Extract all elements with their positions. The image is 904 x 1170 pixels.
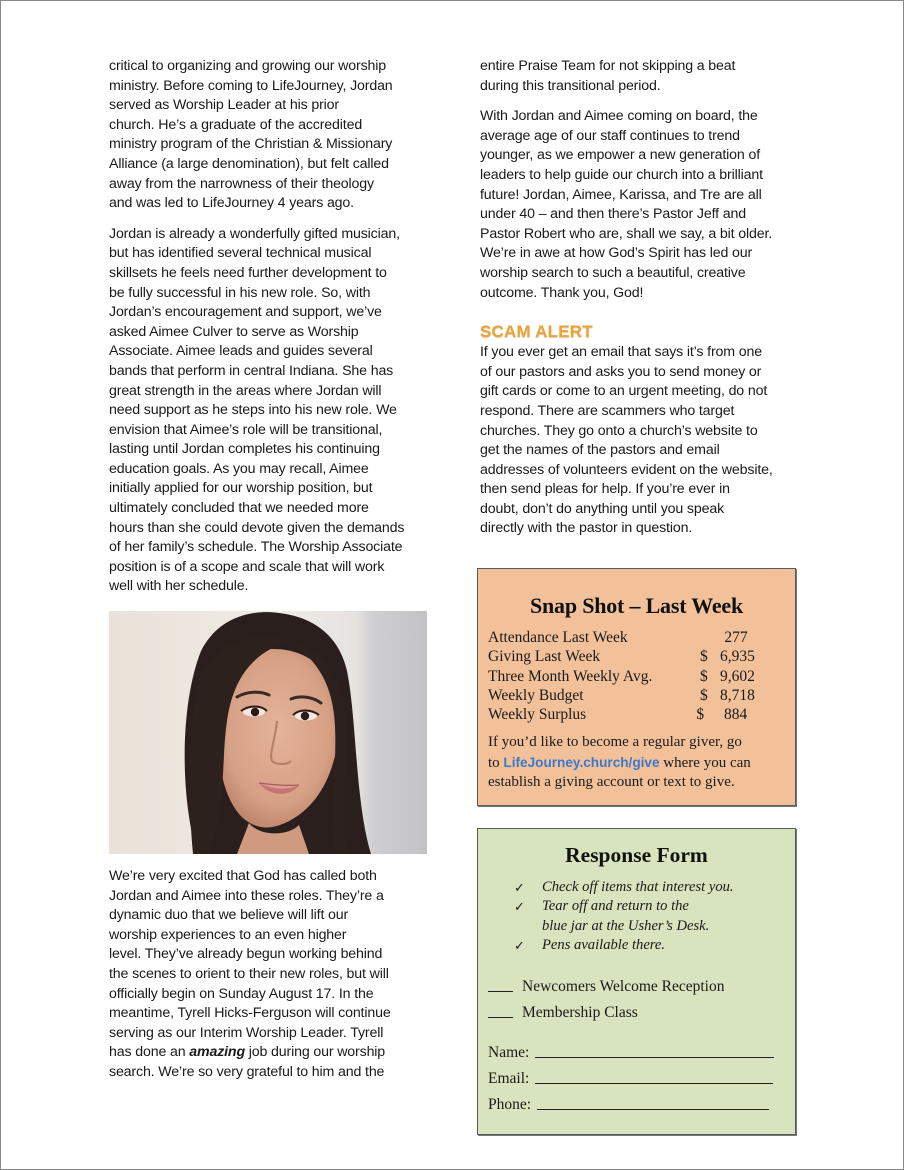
paragraph-scam-alert bbox=[480, 343, 805, 539]
stat-row-giving bbox=[488, 647, 778, 666]
phone-field[interactable] bbox=[488, 1094, 788, 1120]
text-line: critical to organizing and growing our worship bbox=[109, 58, 386, 74]
text-line: during this transitional period. bbox=[480, 77, 661, 94]
text-line: respond. There are scammers who target bbox=[480, 402, 735, 419]
give-link[interactable]: LifeJourney.church/give bbox=[503, 754, 660, 770]
scam-alert-heading: SCAM ALERT bbox=[480, 322, 593, 342]
text-line: future! Jordan, Aimee, Karissa, and Tre are all bbox=[480, 186, 762, 203]
text-line: the scenes to orient to their new roles, but will bbox=[109, 965, 389, 982]
text-line: lasting until Jordan completes his continuing bbox=[109, 441, 380, 458]
text-line: churches. They go onto a church’s website to bbox=[480, 422, 758, 439]
name-input-line[interactable] bbox=[535, 1042, 774, 1058]
text-line: away from the narrowness of their theology bbox=[109, 175, 374, 192]
stat-row-three-month-avg bbox=[488, 667, 778, 686]
text-line: doubt, don’t do anything until you speak bbox=[480, 500, 725, 517]
text-line: Jordan’s encouragement and support, we’ve bbox=[109, 304, 382, 321]
stat-currency: $ bbox=[700, 667, 708, 685]
paragraph-jordan-background bbox=[109, 57, 429, 214]
text-line: get the names of the pastors and email bbox=[480, 442, 720, 459]
text-line: Check off items that interest you. bbox=[542, 879, 734, 895]
text-line: Jordan and Aimee into these roles. They’re a bbox=[109, 887, 384, 904]
option-newcomers-reception[interactable] bbox=[488, 976, 724, 1002]
portrait-image-icon bbox=[109, 611, 427, 854]
response-form-title: Response Form bbox=[565, 843, 708, 867]
text-line: initially applied for our worship position, but bbox=[109, 480, 373, 497]
text-line: worship experiences to an even higher bbox=[109, 926, 347, 943]
response-form-box bbox=[477, 828, 796, 1135]
text-line: With Jordan and Aimee coming on board, the bbox=[480, 108, 758, 125]
snapshot-stats-table bbox=[488, 628, 778, 724]
stat-row-attendance bbox=[488, 628, 778, 647]
text-line: bands that perform in central Indiana. She has bbox=[109, 362, 394, 379]
name-field[interactable] bbox=[488, 1042, 788, 1068]
text-line: well with her schedule. bbox=[109, 578, 249, 595]
stat-value: 9,602 bbox=[720, 667, 755, 685]
stat-label: Weekly Budget bbox=[488, 686, 584, 704]
emphasis-amazing: amazing bbox=[189, 1044, 245, 1061]
stat-label: Weekly Surplus bbox=[488, 706, 587, 724]
text-fragment: where you can bbox=[659, 754, 751, 771]
checkbox-blank-line[interactable] bbox=[488, 1003, 513, 1018]
text-line: Alliance (a large denomination), but felt called bbox=[109, 155, 389, 172]
text-line: Pens available there. bbox=[542, 936, 666, 953]
text-line: average age of our staff continues to trend bbox=[480, 127, 740, 144]
text-line: envision that Aimee’s role will be transitional, bbox=[109, 421, 383, 438]
text-line: be fully successful in his new role. So, with bbox=[109, 284, 371, 301]
text-line: of her family’s schedule. The Worship Associate bbox=[109, 539, 403, 556]
text-line: level. They’ve already begun working behind bbox=[109, 946, 383, 963]
instruction-item bbox=[514, 878, 734, 897]
text-line: and was led to LifeJourney 4 years ago. bbox=[109, 195, 354, 212]
field-label: Name: bbox=[488, 1044, 530, 1061]
stat-currency: $ bbox=[700, 686, 708, 704]
text-line: addresses of volunteers evident on the website, bbox=[480, 461, 773, 478]
paragraph-praise-team bbox=[480, 57, 805, 96]
text-line: worship search to such a beautiful, creative bbox=[480, 264, 746, 281]
text-line: church. He’s a graduate of the accredited bbox=[109, 116, 363, 133]
text-line: If you’d like to become a regular giver, go bbox=[488, 734, 742, 750]
text-line: ministry program of the Christian & Missionary bbox=[109, 136, 393, 153]
text-line: blue jar at the Usher’s Desk. bbox=[542, 917, 710, 934]
text-line: We’re very excited that God has called both bbox=[109, 868, 377, 884]
text-line: dynamic duo that we believe will lift our bbox=[109, 907, 349, 924]
text-line: gift cards or come to an urgent meeting, do not bbox=[480, 383, 768, 400]
text-line: skillsets he feels need further development to bbox=[109, 264, 387, 281]
text-line: If you ever get an email that says it’s from one bbox=[480, 344, 762, 361]
field-label: Phone: bbox=[488, 1096, 532, 1113]
text-line: meantime, Tyrell Hicks-Ferguson will continue bbox=[109, 1005, 391, 1022]
stat-currency: $ bbox=[696, 706, 705, 724]
right-column bbox=[480, 57, 805, 550]
checkbox-blank-line[interactable] bbox=[488, 977, 513, 992]
option-label: Newcomers Welcome Reception bbox=[522, 978, 725, 995]
text-line: Tear off and return to the bbox=[542, 898, 689, 915]
response-instructions bbox=[514, 878, 734, 955]
snapshot-title: Snap Shot – Last Week bbox=[529, 593, 744, 618]
text-line: serving as our Interim Worship Leader. Tyrell bbox=[109, 1024, 384, 1041]
text-fragment: job during our worship bbox=[244, 1044, 386, 1061]
text-line: Jordan is already a wonderfully gifted musician, bbox=[109, 225, 400, 242]
stat-value: 884 bbox=[723, 706, 748, 724]
stat-value: 8,718 bbox=[720, 686, 755, 704]
text-line: establish a giving account or text to give. bbox=[488, 774, 735, 790]
response-contact-fields bbox=[488, 1042, 788, 1120]
stat-label: Attendance Last Week bbox=[488, 629, 628, 646]
text-line: younger, as we empower a new generation of bbox=[480, 147, 760, 164]
text-line: We’re in awe at how God’s Spirit has led our bbox=[480, 245, 753, 262]
stat-value: 277 bbox=[724, 629, 748, 646]
text-line: outcome. Thank you, God! bbox=[480, 284, 644, 301]
left-column bbox=[109, 57, 429, 608]
text-line: position is of a scope and scale that will work bbox=[109, 558, 385, 575]
text-line: ultimately concluded that we needed more bbox=[109, 500, 369, 517]
option-membership-class[interactable] bbox=[488, 1002, 724, 1028]
instruction-item bbox=[514, 936, 734, 955]
text-line: asked Aimee Culver to serve as Worship bbox=[109, 323, 359, 340]
text-line: entire Praise Team for not skipping a beat bbox=[480, 58, 736, 74]
text-line: but has identified several technical musical bbox=[109, 245, 372, 262]
checkmark-icon: ✓ bbox=[514, 937, 525, 953]
text-line: hours than she could devote given the demands bbox=[109, 519, 405, 536]
snapshot-box bbox=[477, 568, 796, 806]
text-line: then send pleas for help. If you’re ever in bbox=[480, 481, 730, 498]
field-label: Email: bbox=[488, 1070, 530, 1087]
stat-row-weekly-surplus bbox=[488, 705, 778, 724]
text-line: ministry. Before coming to LifeJourney, Jordan bbox=[109, 77, 393, 94]
stat-currency bbox=[695, 628, 715, 647]
phone-input-line[interactable] bbox=[537, 1094, 769, 1110]
instruction-item bbox=[514, 897, 734, 936]
email-field[interactable] bbox=[488, 1068, 788, 1094]
text-fragment: has done an bbox=[109, 1044, 190, 1061]
text-line: directly with the pastor in question. bbox=[480, 520, 693, 537]
option-label: Membership Class bbox=[522, 1004, 638, 1021]
paragraph-excitement bbox=[109, 867, 429, 1083]
paragraph-staff-age bbox=[480, 107, 805, 303]
giving-note bbox=[488, 733, 788, 793]
stat-row-weekly-budget bbox=[488, 686, 778, 705]
stat-currency: $ bbox=[700, 648, 708, 666]
stat-label: Three Month Weekly Avg. bbox=[488, 667, 653, 685]
stat-value: 6,935 bbox=[720, 648, 755, 666]
text-line: great strength in the areas where Jordan will bbox=[109, 382, 382, 399]
email-input-line[interactable] bbox=[535, 1068, 773, 1084]
text-line: served as Worship Leader at his prior bbox=[109, 97, 339, 114]
text-line: education goals. As you may recall, Aimee bbox=[109, 460, 369, 477]
text-line: of our pastors and asks you to send money or bbox=[480, 363, 762, 380]
text-line: officially begin on Sunday August 17. In the bbox=[109, 985, 374, 1002]
text-line: Pastor Robert who are, shall we say, a bit older. bbox=[480, 225, 773, 242]
portrait-photo bbox=[109, 611, 427, 854]
text-line: Associate. Aimee leads and guides several bbox=[109, 343, 373, 360]
stat-label: Giving Last Week bbox=[488, 648, 601, 666]
text-line bbox=[109, 1043, 429, 1063]
text-line bbox=[488, 753, 788, 774]
text-line: search. We’re so very grateful to him and the bbox=[109, 1063, 385, 1080]
checkmark-icon: ✓ bbox=[514, 899, 525, 915]
text-line: need support as he steps into his new role. We bbox=[109, 402, 397, 419]
text-line: under 40 – and then there’s Pastor Jeff and bbox=[480, 206, 746, 223]
text-line: leaders to help guide our church into a brilliant bbox=[480, 166, 763, 183]
text-fragment: to bbox=[488, 754, 504, 771]
checkmark-icon: ✓ bbox=[514, 880, 525, 895]
left-bottom-column bbox=[109, 867, 429, 1094]
paragraph-aimee-role bbox=[109, 225, 429, 597]
response-options bbox=[488, 976, 724, 1028]
